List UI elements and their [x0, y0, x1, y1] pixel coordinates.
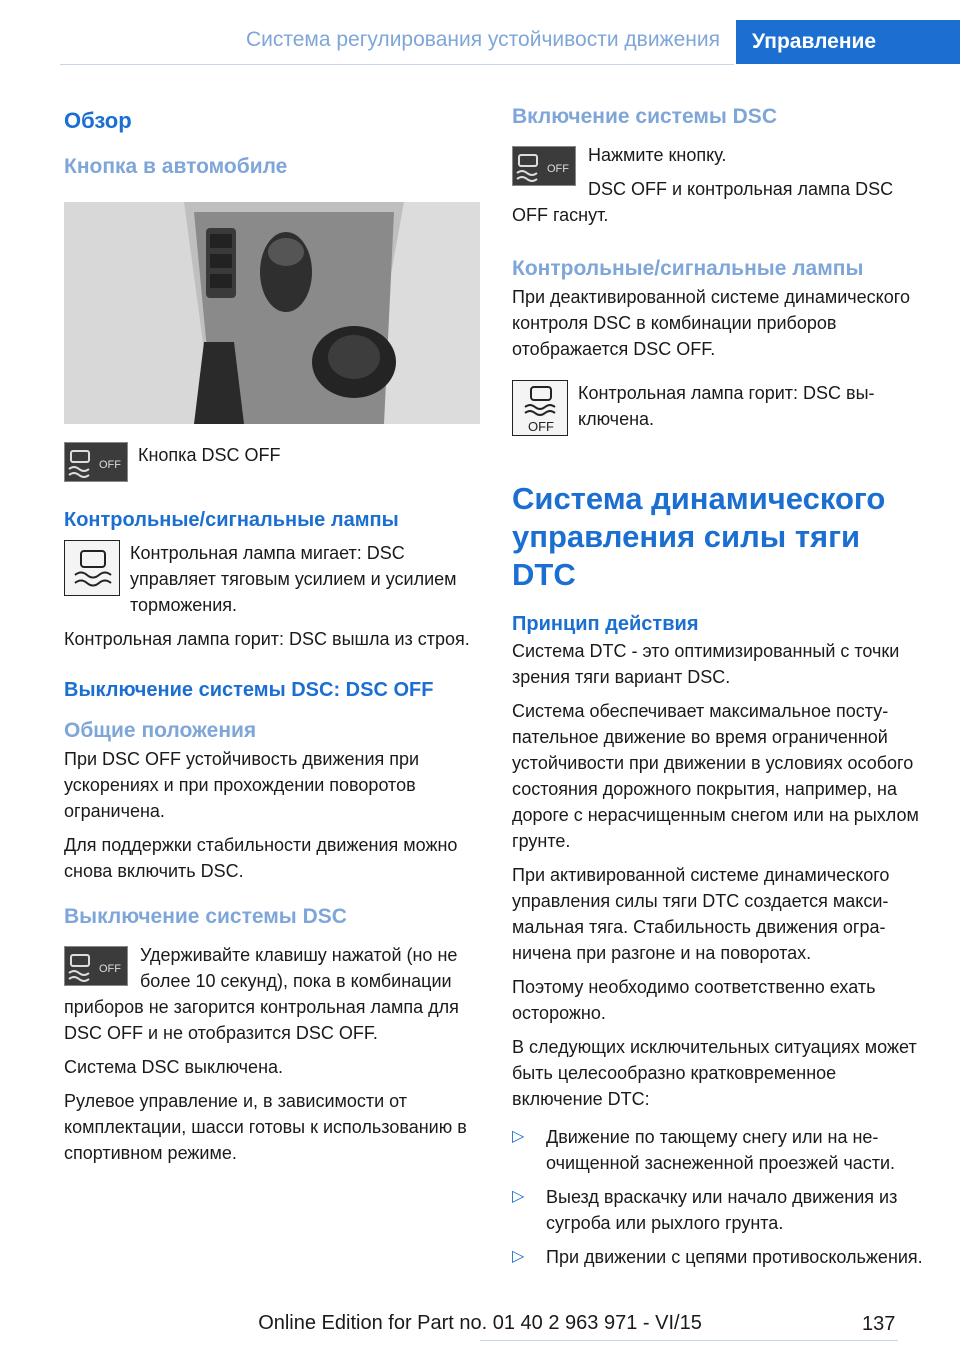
- lamp-blink-row: [64, 540, 480, 618]
- header-chapter-tab[interactable]: Управление: [736, 20, 960, 64]
- dsc-off-heading: Выключение системы DSC: DSC OFF: [64, 679, 434, 701]
- lamps-paragraph-2: Контрольная лампа горит: DSC выключена.: [578, 383, 875, 429]
- general-paragraph-2: Для поддержки стабильности движения можно снова включить DSC.: [64, 835, 458, 881]
- principle-paragraph-4: Поэтому необходимо соответственно ехать осторожно.: [512, 977, 876, 1023]
- dsc-off-icon: [512, 146, 576, 186]
- bullet-triangle-icon: ▷: [512, 1128, 525, 1145]
- list-item: ▷ Движение по тающему снегу или на неочищенной заснеженной проезжей части.: [512, 1124, 928, 1176]
- lamp-off-row: [512, 380, 928, 436]
- dsc-button-row: [64, 442, 480, 482]
- principle-paragraph-1: Система DTC - это оптимизированный с точки зрения тяги вариант DSC.: [512, 641, 900, 687]
- header-section-title: Система регулирования устойчивости движения: [245, 28, 720, 51]
- dsc-warning-icon: [64, 540, 120, 596]
- disable-paragraph-3: Рулевое управление и, в зависимости от комплектации, шасси готовы к использованию в спортивном режиме.: [64, 1091, 467, 1163]
- enable-block: [512, 142, 928, 228]
- footer-divider: [480, 1340, 898, 1341]
- lamp-on-text: Контрольная лампа горит: DSC вышла из строя.: [64, 629, 470, 649]
- enable-paragraph-1: Нажмите кнопку.: [588, 145, 727, 165]
- list-item: ▷ При движении с цепями противоскольжения.: [512, 1244, 928, 1270]
- general-heading: Общие положения: [64, 719, 257, 742]
- lamps-heading-right: Контрольные/сигнальные лампы: [512, 257, 864, 280]
- dsc-off-warning-icon: [512, 380, 568, 436]
- dsc-button-caption: Кнопка DSC OFF: [138, 445, 281, 465]
- lamps-paragraph-1: При деактивированной системе динамического контроля DSC в комбинации приборов отображается DSC OFF.: [512, 287, 910, 359]
- bullet-triangle-icon: ▷: [512, 1188, 525, 1205]
- principle-paragraph-2: Система обеспечивает максимальное поступательное движение во время ограниченной устойчивости при движении в условиях особого состояния дорожного покрытия, например, на дороге с нерасчищенным снегом или на рыхлом грунте.: [512, 701, 919, 851]
- principle-paragraph-5: В следующих исключительных ситуациях может быть целесообразно кратковременное включение DTC:: [512, 1037, 917, 1109]
- disable-paragraph-2: Система DSC выключена.: [64, 1057, 284, 1077]
- overview-heading: Обзор: [64, 108, 132, 133]
- principle-heading: Принцип действия: [512, 613, 699, 635]
- disable-block: [64, 942, 480, 1046]
- enable-heading: Включение системы DSC: [512, 105, 777, 128]
- right-column: [512, 98, 928, 1278]
- principle-paragraph-3: При активированной системе динамического управления силы тяги DTC создается максимальная тяга. Стабильность движения ограничена при разгоне и на поворотах.: [512, 865, 890, 963]
- svg-text:OFF: OFF: [99, 459, 121, 471]
- left-column: [64, 98, 480, 1166]
- edition-footer: Online Edition for Part no. 01 40 2 963 971 - VI/15: [258, 1312, 702, 1334]
- dtc-heading: Система динамического управления силы тяги DTC: [512, 481, 886, 592]
- bullet-triangle-icon: ▷: [512, 1248, 525, 1265]
- svg-text:OFF: OFF: [528, 419, 554, 434]
- page-number: 137: [862, 1313, 896, 1335]
- situations-list: [512, 1124, 928, 1270]
- list-item: ▷ Выезд враскачку или начало движения из сугроба или рыхлого грунта.: [512, 1184, 928, 1236]
- enable-paragraph-2: DSC OFF и контрольная лампа DSC OFF гаснут.: [512, 179, 894, 225]
- svg-text:OFF: OFF: [547, 163, 569, 175]
- header-section-bar: [60, 20, 734, 65]
- disable-heading: Выключение системы DSC: [64, 905, 347, 928]
- car-console-photo: [64, 202, 480, 424]
- lamp-blink-text: Контрольная лампа мигает: DSC управляет тяговым усилием и усилием торможения.: [130, 543, 457, 615]
- general-paragraph-1: При DSC OFF устойчивость движения при ускорениях и при прохождении поворотов ограничена.: [64, 749, 420, 821]
- button-heading: Кнопка в автомобиле: [64, 155, 288, 178]
- dsc-off-icon: [64, 946, 128, 986]
- lamps-heading-left: Контрольные/сигнальные лампы: [64, 509, 399, 531]
- dsc-off-icon: [64, 442, 128, 482]
- disable-paragraph-1: Удерживайте клавишу нажатой (но не более 10 секунд), пока в комбинации приборов не загорится контрольная лампа для DSC OFF и не отобразится DSC OFF.: [64, 945, 459, 1043]
- svg-text:OFF: OFF: [99, 963, 121, 975]
